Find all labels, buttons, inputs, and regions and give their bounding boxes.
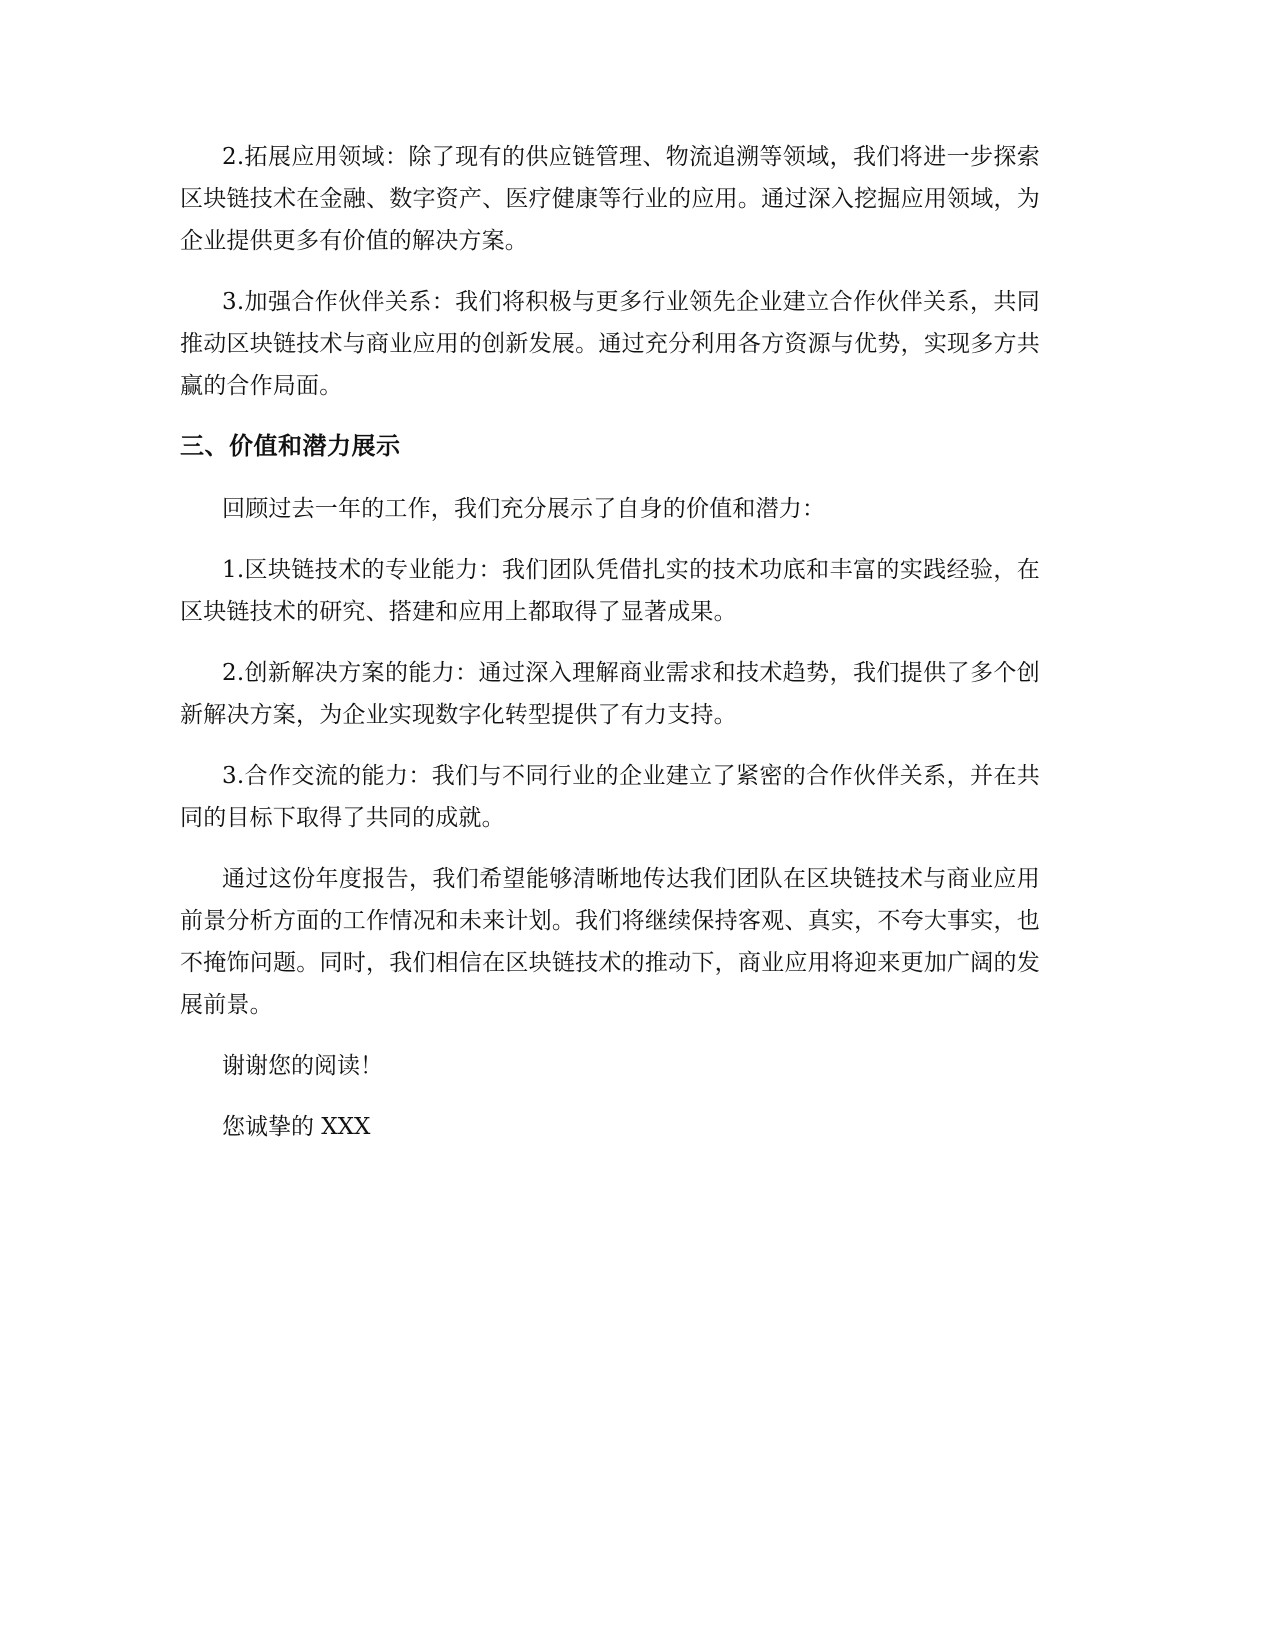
paragraph-summary: 通过这份年度报告，我们希望能够清晰地传达我们团队在区块链技术与商业应用前景分析方面的工作情况和未来计划。我们将继续保持客观、真实，不夸大事实，也不掩饰问题。同时，我们相信在区块链技术的推动下，商业应用将迎来更加广阔的发展前景。: [180, 866, 1040, 1018]
paragraph-innovation-ability: 2.创新解决方案的能力：通过深入理解商业需求和技术趋势，我们提供了多个创新解决方案，为企业实现数字化转型提供了有力支持。: [180, 660, 1040, 728]
signature-line: 您诚挚的 XXX: [222, 1114, 371, 1140]
paragraph-professional-ability: 1.区块链技术的专业能力：我们团队凭借扎实的技术功底和丰富的实践经验，在区块链技术的研究、搭建和应用上都取得了显著成果。: [180, 557, 1040, 625]
paragraph-cooperation-ability: 3.合作交流的能力：我们与不同行业的企业建立了紧密的合作伙伴关系，并在共同的目标下取得了共同的成就。: [180, 763, 1040, 831]
document-page: [180, 136, 1040, 1167]
paragraph-strengthen-partnerships: 3.加强合作伙伴关系：我们将积极与更多行业领先企业建立合作伙伴关系，共同推动区块链技术与商业应用的创新发展。通过充分利用各方资源与优势，实现多方共赢的合作局面。: [180, 289, 1040, 399]
section-heading: 三、价值和潜力展示: [180, 432, 401, 460]
paragraph-review: 回顾过去一年的工作，我们充分展示了自身的价值和潜力：: [222, 496, 826, 522]
paragraph-expand-applications: 2.拓展应用领域：除了现有的供应链管理、物流追溯等领域，我们将进一步探索区块链技术在金融、数字资产、医疗健康等行业的应用。通过深入挖掘应用领域，为企业提供更多有价值的解决方案。: [180, 144, 1040, 254]
closing-line: 谢谢您的阅读！: [222, 1053, 383, 1079]
